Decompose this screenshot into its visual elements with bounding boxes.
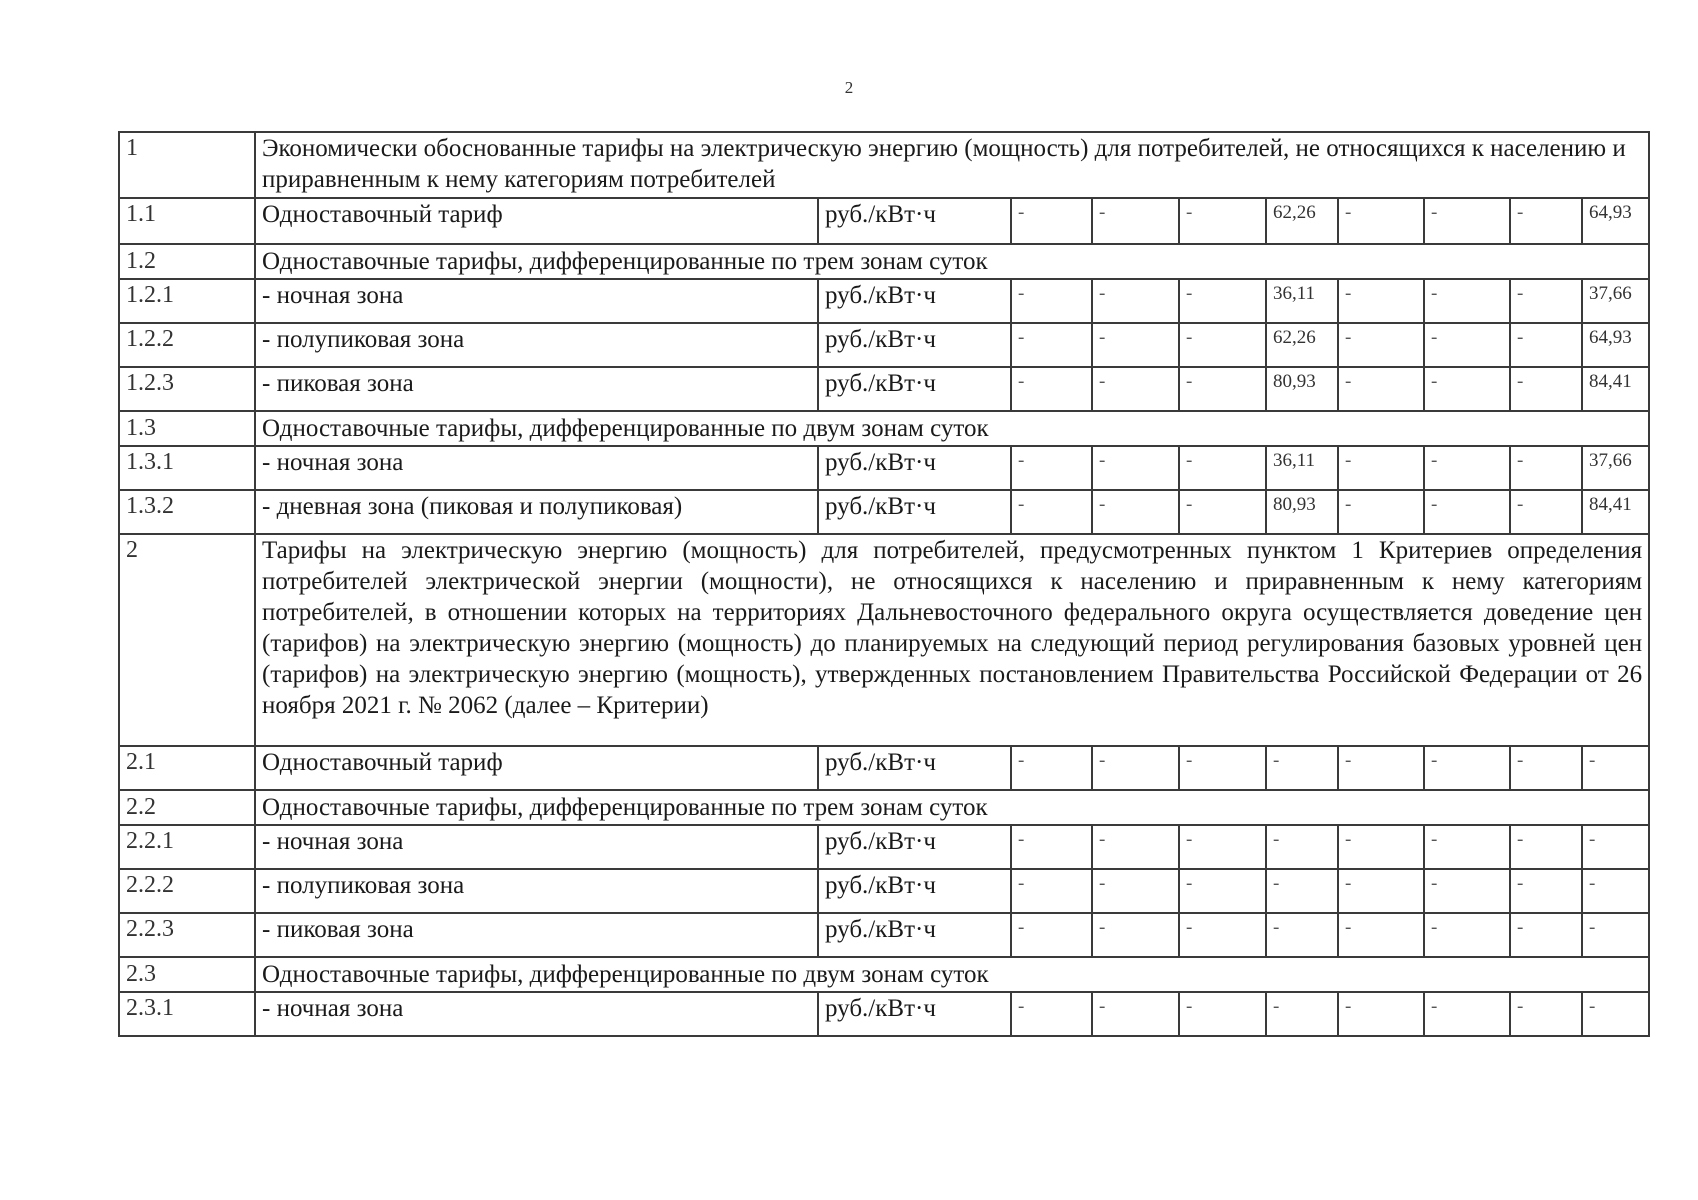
group-row: [119, 411, 1649, 446]
value-cell: -: [1266, 992, 1338, 1036]
group-row: [119, 957, 1649, 992]
table-row: [119, 446, 1649, 490]
row-number: 2: [119, 534, 255, 746]
value-cell: -: [1424, 913, 1510, 957]
table-row: [119, 746, 1649, 790]
row-number: 1.3: [119, 411, 255, 446]
unit-cell: руб./кВт·ч: [818, 913, 1011, 957]
value-cell: -: [1266, 869, 1338, 913]
row-number: 1.2.3: [119, 367, 255, 411]
group-title: Одноставочные тарифы, дифференцированные по двум зонам суток: [255, 411, 1649, 446]
row-number: 2.2.3: [119, 913, 255, 957]
section-title: Экономически обоснованные тарифы на электрическую энергию (мощность) для потребителей, не относящихся к населению и приравненным к нему категориям потребителей: [255, 132, 1649, 198]
value-cell: -: [1510, 913, 1582, 957]
tariff-name: Одноставочный тариф: [255, 198, 818, 244]
tariff-name: - ночная зона: [255, 446, 818, 490]
value-cell: -: [1011, 869, 1092, 913]
section-row: [119, 534, 1649, 746]
value-cell: -: [1582, 825, 1649, 869]
section-row: [119, 132, 1649, 198]
tariff-name: - ночная зона: [255, 992, 818, 1036]
value-cell: -: [1092, 869, 1179, 913]
value-cell: -: [1179, 913, 1266, 957]
value-cell: -: [1011, 446, 1092, 490]
table-row: [119, 825, 1649, 869]
value-cell: 64,93: [1582, 198, 1649, 244]
section-title: Тарифы на электрическую энергию (мощность) для потребителей, предусмотренных пунктом 1 Критериев определения потребителей электрической энергии (мощности), не относящихся к населению и приравненным к нему категориям потребителей, в отношении которых на территориях Дальневосточного федерального округа осуществляется доведение цен (тарифов) на электрическую энергию (мощность) до планируемых на следующий период регулирования базовых уровней цен (тарифов) на электрическую энергию (мощность), утвержденных постановлением Правительства Российской Федерации от 26 ноября 2021 г. № 2062 (далее – Критерии): [255, 534, 1649, 746]
tariff-name: - пиковая зона: [255, 913, 818, 957]
value-cell: -: [1092, 323, 1179, 367]
value-cell: -: [1179, 446, 1266, 490]
value-cell: -: [1510, 869, 1582, 913]
value-cell: 37,66: [1582, 279, 1649, 323]
value-cell: -: [1179, 367, 1266, 411]
row-number: 1.2.2: [119, 323, 255, 367]
table-row: [119, 198, 1649, 244]
value-cell: -: [1179, 198, 1266, 244]
row-number: 2.3.1: [119, 992, 255, 1036]
group-title: Одноставочные тарифы, дифференцированные по двум зонам суток: [255, 957, 1649, 992]
unit-cell: руб./кВт·ч: [818, 198, 1011, 244]
value-cell: -: [1011, 992, 1092, 1036]
value-cell: -: [1011, 279, 1092, 323]
unit-cell: руб./кВт·ч: [818, 992, 1011, 1036]
table-row: [119, 869, 1649, 913]
value-cell: -: [1510, 367, 1582, 411]
value-cell: -: [1266, 746, 1338, 790]
value-cell: 36,11: [1266, 279, 1338, 323]
value-cell: -: [1011, 198, 1092, 244]
value-cell: -: [1179, 825, 1266, 869]
value-cell: -: [1338, 198, 1424, 244]
row-number: 2.2.1: [119, 825, 255, 869]
value-cell: -: [1179, 746, 1266, 790]
value-cell: -: [1510, 825, 1582, 869]
value-cell: -: [1510, 323, 1582, 367]
value-cell: -: [1011, 367, 1092, 411]
group-title: Одноставочные тарифы, дифференцированные по трем зонам суток: [255, 244, 1649, 279]
value-cell: -: [1092, 825, 1179, 869]
value-cell: -: [1424, 825, 1510, 869]
value-cell: -: [1011, 323, 1092, 367]
value-cell: 84,41: [1582, 367, 1649, 411]
unit-cell: руб./кВт·ч: [818, 869, 1011, 913]
value-cell: -: [1092, 992, 1179, 1036]
unit-cell: руб./кВт·ч: [818, 279, 1011, 323]
value-cell: -: [1424, 746, 1510, 790]
value-cell: 84,41: [1582, 490, 1649, 534]
value-cell: -: [1510, 992, 1582, 1036]
value-cell: -: [1179, 490, 1266, 534]
row-number: 2.2.2: [119, 869, 255, 913]
value-cell: -: [1338, 446, 1424, 490]
tariff-name: - ночная зона: [255, 825, 818, 869]
value-cell: 62,26: [1266, 198, 1338, 244]
tariff-table: [118, 131, 1650, 1037]
unit-cell: руб./кВт·ч: [818, 323, 1011, 367]
group-row: [119, 790, 1649, 825]
value-cell: -: [1424, 279, 1510, 323]
table-row: [119, 323, 1649, 367]
value-cell: 37,66: [1582, 446, 1649, 490]
value-cell: 64,93: [1582, 323, 1649, 367]
row-number: 2.3: [119, 957, 255, 992]
value-cell: -: [1582, 746, 1649, 790]
value-cell: -: [1092, 490, 1179, 534]
value-cell: -: [1092, 746, 1179, 790]
row-number: 1.3.1: [119, 446, 255, 490]
value-cell: -: [1424, 198, 1510, 244]
tariff-name: Одноставочный тариф: [255, 746, 818, 790]
value-cell: -: [1092, 198, 1179, 244]
value-cell: -: [1510, 490, 1582, 534]
value-cell: -: [1338, 869, 1424, 913]
value-cell: -: [1092, 279, 1179, 323]
value-cell: -: [1338, 367, 1424, 411]
value-cell: -: [1266, 825, 1338, 869]
value-cell: -: [1011, 825, 1092, 869]
tariff-name: - полупиковая зона: [255, 869, 818, 913]
value-cell: -: [1424, 323, 1510, 367]
value-cell: -: [1510, 198, 1582, 244]
value-cell: -: [1582, 992, 1649, 1036]
tariff-name: - ночная зона: [255, 279, 818, 323]
value-cell: -: [1338, 746, 1424, 790]
value-cell: -: [1510, 279, 1582, 323]
value-cell: 80,93: [1266, 490, 1338, 534]
row-number: 1.2: [119, 244, 255, 279]
value-cell: -: [1338, 992, 1424, 1036]
table-row: [119, 279, 1649, 323]
value-cell: -: [1338, 323, 1424, 367]
row-number: 2.2: [119, 790, 255, 825]
value-cell: -: [1424, 446, 1510, 490]
value-cell: -: [1179, 279, 1266, 323]
tariff-name: - полупиковая зона: [255, 323, 818, 367]
value-cell: -: [1424, 490, 1510, 534]
value-cell: -: [1424, 367, 1510, 411]
value-cell: -: [1179, 992, 1266, 1036]
group-title: Одноставочные тарифы, дифференцированные по трем зонам суток: [255, 790, 1649, 825]
value-cell: -: [1424, 992, 1510, 1036]
unit-cell: руб./кВт·ч: [818, 367, 1011, 411]
row-number: 1.2.1: [119, 279, 255, 323]
unit-cell: руб./кВт·ч: [818, 446, 1011, 490]
row-number: 1.3.2: [119, 490, 255, 534]
value-cell: -: [1424, 869, 1510, 913]
unit-cell: руб./кВт·ч: [818, 490, 1011, 534]
value-cell: -: [1092, 446, 1179, 490]
value-cell: -: [1510, 446, 1582, 490]
row-number: 2.1: [119, 746, 255, 790]
tariff-name: - дневная зона (пиковая и полупиковая): [255, 490, 818, 534]
page-number: 2: [844, 78, 854, 97]
tariff-name: - пиковая зона: [255, 367, 818, 411]
unit-cell: руб./кВт·ч: [818, 746, 1011, 790]
tariff-table-body: [119, 132, 1649, 1036]
value-cell: 36,11: [1266, 446, 1338, 490]
value-cell: -: [1582, 913, 1649, 957]
value-cell: -: [1338, 913, 1424, 957]
value-cell: -: [1266, 913, 1338, 957]
value-cell: 62,26: [1266, 323, 1338, 367]
value-cell: 80,93: [1266, 367, 1338, 411]
row-number: 1.1: [119, 198, 255, 244]
value-cell: -: [1179, 323, 1266, 367]
value-cell: -: [1179, 869, 1266, 913]
value-cell: -: [1582, 869, 1649, 913]
table-row: [119, 913, 1649, 957]
table-row: [119, 992, 1649, 1036]
value-cell: -: [1011, 490, 1092, 534]
group-row: [119, 244, 1649, 279]
table-row: [119, 490, 1649, 534]
table-row: [119, 367, 1649, 411]
value-cell: -: [1092, 367, 1179, 411]
value-cell: -: [1510, 746, 1582, 790]
row-number: 1: [119, 132, 255, 198]
value-cell: -: [1011, 913, 1092, 957]
value-cell: -: [1338, 490, 1424, 534]
value-cell: -: [1338, 279, 1424, 323]
value-cell: -: [1092, 913, 1179, 957]
value-cell: -: [1011, 746, 1092, 790]
unit-cell: руб./кВт·ч: [818, 825, 1011, 869]
value-cell: -: [1338, 825, 1424, 869]
